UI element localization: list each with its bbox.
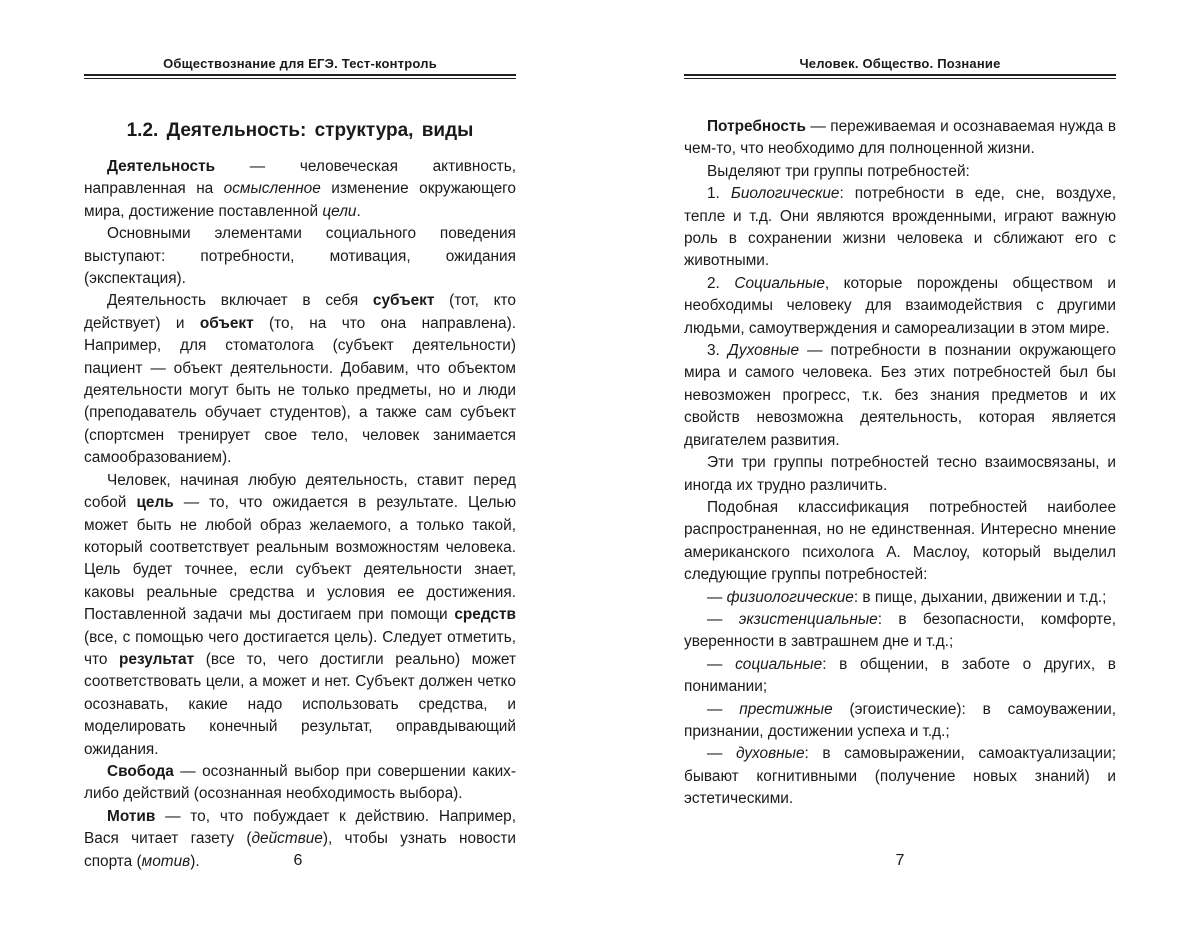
text-span: — переживаемая и осознаваемая нужда в чем-то, что необходимо для полноценной жизни. xyxy=(684,118,1116,158)
text-span: : в безопасности, комфорте, уверенности в завтрашнем дне и т.д.; xyxy=(684,610,1116,651)
emphasis: физиологические xyxy=(726,588,854,606)
text-span: Деятельность включает в себя xyxy=(107,292,373,310)
list-dash: — xyxy=(707,655,736,673)
running-header: Человек. Общество. Познание xyxy=(799,56,1001,71)
list-dash: — xyxy=(707,610,739,628)
header-rule xyxy=(84,74,516,79)
emphasis: цели xyxy=(322,202,357,220)
page-number: 7 xyxy=(895,852,905,869)
text-span: : потребности в еде, сне, воздухе, тепле и т.д. Они являются врожденными, играют важную роль в сохранении жизни человека и сближают его с животными. xyxy=(684,185,1116,270)
paragraph-groups-intro: Выделяют три группы потребностей: xyxy=(707,162,970,180)
text-span: — то, что побуждает к действию. Например, Вася читает газету ( xyxy=(84,807,516,848)
paragraph-subject-object xyxy=(84,290,516,469)
text-span: , которые порождены обществом и необходимы человеку для взаимодействия с другими людьми, самоутверждения и самореализации в этом мире. xyxy=(684,274,1116,337)
term-subject: субъект xyxy=(372,292,435,310)
emphasis: духовные xyxy=(736,745,805,763)
list-item-social xyxy=(684,273,1116,340)
list-item-existential xyxy=(684,609,1116,654)
emphasis: Социальные xyxy=(734,274,825,292)
paragraph-need-definition xyxy=(684,116,1116,161)
text-span: — осознанный выбор при совершении каких-либо действий (осознанная необходимость выбора). xyxy=(84,762,516,803)
list-dash: — xyxy=(707,588,727,606)
text-span: : в пище, дыхании, движении и т.д.; xyxy=(853,588,1107,606)
emphasis: мотив xyxy=(141,852,191,870)
list-dash: — xyxy=(707,700,740,718)
text-span: (все, с помощью чего достигается цель). Следует отметить, что xyxy=(84,628,516,668)
term-activity: Деятельность xyxy=(107,158,216,175)
emphasis: экзистенциальные xyxy=(738,610,878,628)
text-span: — то, что ожидается в результате. Целью может быть не любой образ желаемого, а только такой, который соответствует реальным возможностям человека. Цель будет точнее, если субъект деятельности знает, каковы реальные средства и условия ее достижения. Поставленной задачи мы достигаем при помощи xyxy=(84,494,516,624)
list-number: 3. xyxy=(707,342,728,360)
paragraph-elements: Основными элементами социального поведения выступают: потребности, мотивация, ожидания (экспектация). xyxy=(84,225,516,288)
list-item-physiological xyxy=(684,587,1116,609)
text-span: — человеческая активность, направленная на xyxy=(84,158,516,198)
text-span: (эгоистические): в самоуважении, признании, достижении успеха и т.д.; xyxy=(684,700,1116,740)
right-page xyxy=(600,0,1200,937)
emphasis: действие xyxy=(251,830,323,848)
page-content xyxy=(684,116,1116,811)
text-span: — потребности в познании окружающего мира и самого человека. Без этих потребностей был бы невозможен прогресс, т.к. без знания предметов и их свойств невозможна деятельность, которая является двигателем развития. xyxy=(684,342,1116,449)
term-result: результат xyxy=(119,650,195,668)
paragraph-freedom xyxy=(84,761,516,806)
emphasis: Биологические xyxy=(730,185,840,203)
paragraph-interconnected: Эти три группы потребностей тесно взаимосвязаны, и иногда их трудно различить. xyxy=(684,454,1116,494)
emphasis: Духовные xyxy=(727,342,800,360)
page-number: 6 xyxy=(293,852,303,869)
running-header: Обществознание для ЕГЭ. Тест-контроль xyxy=(163,56,437,71)
list-item-biological xyxy=(684,183,1116,273)
list-item-social-maslow xyxy=(684,654,1116,699)
text-span: Человек, начиная любую деятельность, ставит перед собой xyxy=(84,471,516,512)
list-item-spiritual xyxy=(684,340,1116,452)
list-dash: — xyxy=(707,745,736,763)
term-means: средств xyxy=(454,606,516,624)
list-item-spiritual-maslow xyxy=(684,743,1116,810)
paragraph-goal xyxy=(84,470,516,761)
text-span: ), чтобы узнать новости спорта ( xyxy=(84,830,516,870)
header-rule xyxy=(684,74,1116,79)
text-span: (то, на что она направлена). Например, для стоматолога (субъект деятельности) пациент — объект деятельности. Добавим, что объектом деятельности могут быть не только предметы, но и люди (преподаватель обучает студентов), а также сам субъект (спортсмен тренирует свое тело, человек занимается самообразованием). xyxy=(84,314,516,467)
term-motive: Мотив xyxy=(107,807,156,825)
section-title: 1.2. Деятельность: структура, виды xyxy=(126,120,474,141)
term-object: объект xyxy=(199,314,254,332)
list-number: 1. xyxy=(707,185,731,203)
term-freedom: Свобода xyxy=(107,762,174,780)
emphasis: престижные xyxy=(739,700,833,718)
page-content xyxy=(84,116,516,873)
emphasis: социальные xyxy=(735,655,823,673)
paragraph-activity-definition xyxy=(84,156,516,223)
paragraph-maslow: Подобная классификация потребностей наиболее распространенная, но не единственная. Интересно мнение американского психолога А. Маслоу, который выделил следующие группы потребностей: xyxy=(684,498,1116,584)
text-span: . xyxy=(356,202,361,220)
text-span: : в самовыражении, самоактуализации; бывают когнитивными (получение новых знаний) и эстетическими. xyxy=(684,745,1116,808)
term-need: Потребность xyxy=(707,118,806,135)
term-goal: цель xyxy=(136,494,174,512)
list-item-prestige xyxy=(684,699,1116,744)
emphasis: осмысленное xyxy=(223,180,321,198)
text-span: (тот, кто действует) и xyxy=(84,292,516,332)
text-span: ). xyxy=(190,852,200,870)
list-number: 2. xyxy=(707,274,735,292)
text-span: : в общении, в заботе о других, в понимании; xyxy=(684,655,1116,696)
text-span: (все то, чего достигли реально) может соответствовать цели, а может и нет. Субъект должен четко осознавать, какие надо использовать средства, и моделировать конечный результат, оправдывающий ожидания. xyxy=(84,650,517,758)
text-span: изменение окружающего мира, достижение поставленной xyxy=(84,180,516,220)
